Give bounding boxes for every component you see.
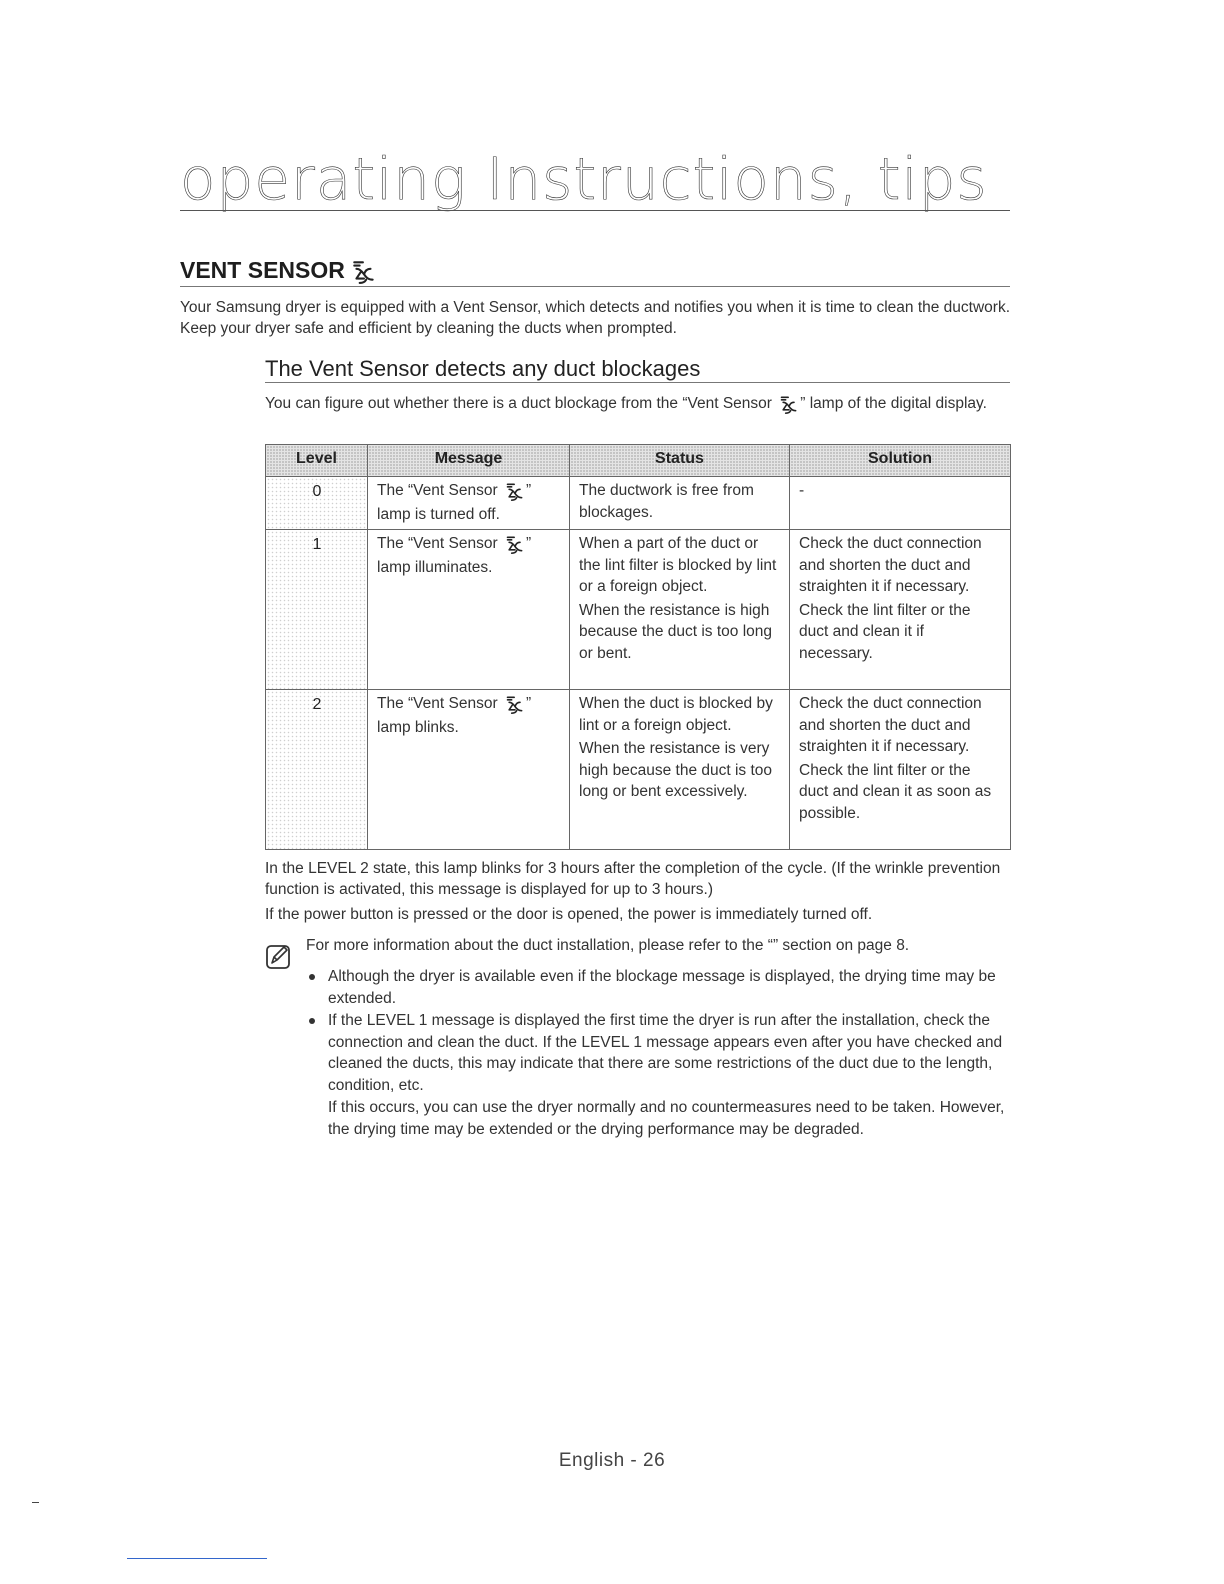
message-quote: ” [525,482,532,499]
solution-cell [790,530,1011,690]
message-state: lamp blinks. [377,718,459,736]
table-row [266,530,1011,690]
solution-text: Check the lint filter or the duct and clean it if necessary. [799,601,971,662]
status-text: When the resistance is very high because the duct is too long or bent excessively. [579,740,773,800]
message-text: The “Vent Sensor [377,482,502,499]
vent-sensor-icon [505,694,525,714]
vent-sensor-icon [351,258,377,284]
subsection-intro [265,393,1010,414]
status-cell [570,530,790,690]
message-text: The “Vent Sensor [377,695,502,712]
message-cell [368,530,570,690]
section-intro: Your Samsung dryer is equipped with a Vent Sensor, which detects and notifies you when it is time to clean the ductwork. Keep your dryer safe and efficient by cleaning the ducts when prompted. [180,299,1011,337]
message-quote: ” [525,535,532,552]
list-item [307,1097,1017,1140]
bullet-icon [309,1018,315,1024]
edge-mark [32,1502,39,1503]
subsection-divider [265,382,1010,383]
section-divider [180,286,1010,287]
note-power: If the power button is pressed or the door is opened, the power is immediately turned off. [265,906,873,923]
table-row [266,477,1011,530]
note-level2: In the LEVEL 2 state, this lamp blinks for 3 hours after the completion of the cycle. (If the wrinkle prevention function is activated, this message is displayed for up to 3 hours.) [265,860,1001,898]
column-header-message: Message [368,445,570,477]
message-quote: ” [525,695,532,712]
note-bullet-list [307,966,1017,1140]
title-divider [180,210,1010,211]
level-cell: 1 [266,530,368,690]
subsection-intro-after: ” lamp of the digital display. [800,395,987,412]
solution-cell [790,690,1011,850]
status-text: The ductwork is free from blockages. [579,482,754,521]
bullet-text: If this occurs, you can use the dryer normally and no countermeasures need to be taken. However, the drying time may be extended or the drying performance may be degraded. [328,1099,1005,1138]
status-cell [570,477,790,530]
level-cell: 0 [266,477,368,530]
page-title: operating Instructions, tips [180,145,988,213]
solution-text: Check the duct connection and shorten the duct and straighten it if necessary. [799,535,982,595]
solution-text: Check the lint filter or the duct and clean it as soon as possible. [799,761,992,822]
subsection-intro-before: You can figure out whether there is a duct blockage from the “Vent Sensor [265,395,777,412]
solution-cell [790,477,1011,530]
bullet-icon [309,974,315,980]
solution-text: - [799,482,805,499]
message-cell [368,477,570,530]
status-text: When the duct is blocked by lint or a foreign object. [579,695,773,734]
level-cell: 2 [266,690,368,850]
note-pencil-icon [263,941,293,971]
list-item [307,966,1017,1009]
vent-sensor-icon [505,534,525,554]
bullet-text: Although the dryer is available even if the blockage message is displayed, the drying time may be extended. [328,968,996,1007]
table-header-row [266,445,1011,477]
section-heading [180,257,377,284]
status-cell [570,690,790,850]
status-text: When the resistance is high because the duct is too long or bent. [579,601,773,662]
column-header-status: Status [570,445,790,477]
message-cell [368,690,570,850]
note-more-info: For more information about the duct installation, please refer to the “” section on page 8. [306,937,910,954]
solution-text: Check the duct connection and shorten the duct and straighten it if necessary. [799,695,982,755]
vent-sensor-icon [779,394,799,414]
table-row [266,690,1011,850]
message-state: lamp illuminates. [377,558,493,576]
section-heading-text: VENT SENSOR [180,257,345,283]
footer-link-underline [127,1558,267,1559]
column-header-solution: Solution [790,445,1011,477]
vent-sensor-table [265,444,1011,850]
bullet-text: If the LEVEL 1 message is displayed the first time the dryer is run after the installation, check the connection and clean the duct. If the LEVEL 1 message appears even after you have checked and cleaned the ducts, this may indicate that there are some restrictions of the duct due to the length, condition, etc. [328,1012,1003,1094]
status-text: When a part of the duct or the lint filter is blocked by lint or a foreign object. [579,535,777,595]
list-item [307,1010,1017,1096]
page-footer: English - 26 [558,1450,666,1471]
message-state: lamp is turned off. [377,505,500,523]
column-header-level: Level [266,445,368,477]
vent-sensor-icon [505,481,525,501]
subsection-heading: The Vent Sensor detects any duct blockages [265,356,701,381]
message-text: The “Vent Sensor [377,535,502,552]
